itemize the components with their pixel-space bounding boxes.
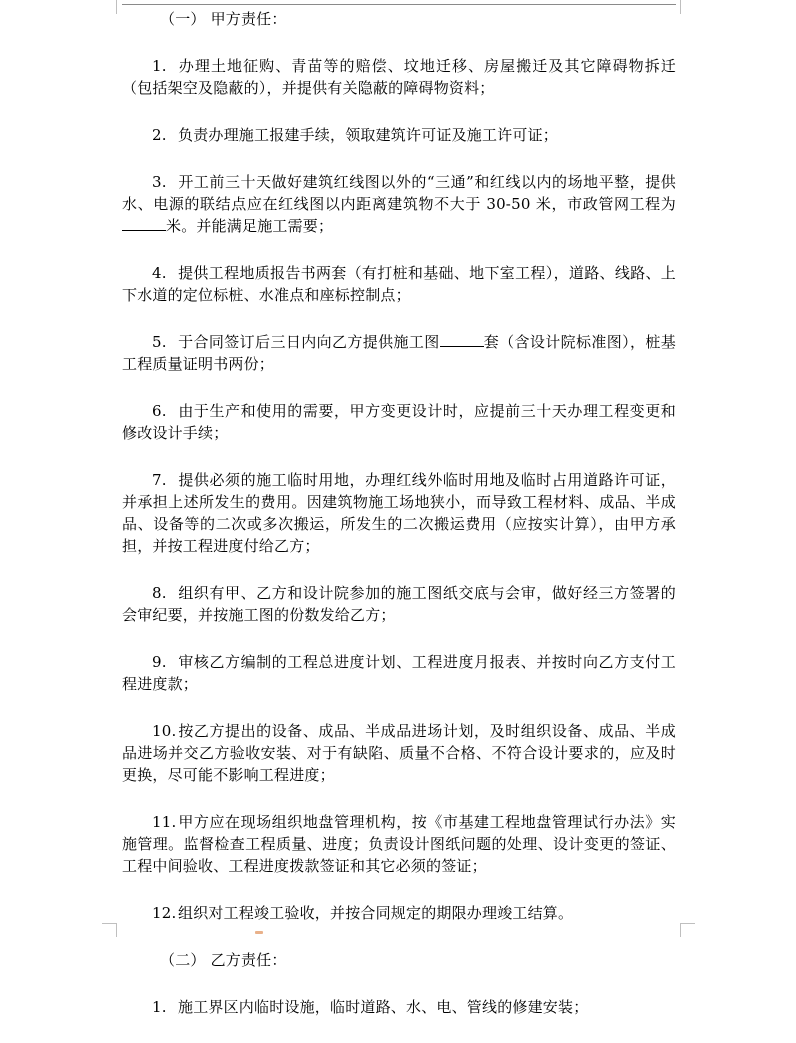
item-text: 组织有甲、乙方和设计院参加的施工图纸交底与会审，做好经三方签署的会审纪要，并按施工图的份数发给乙方； (122, 584, 676, 624)
item-number: 9. (152, 653, 167, 671)
item-text: 负责办理施工报建手续，领取建筑许可证及施工许可证； (178, 126, 559, 144)
item-text: 办理土地征购、青苗等的赔偿、坟地迁移、房屋搬迁及其它障碍物拆迁（包括架空及隐蔽的），并提供有关隐蔽的障碍物资料； (122, 57, 676, 97)
item-text-after-blank: 套（含设计院标准图），桩基工程质量证明书两份； (122, 333, 676, 373)
list-item (122, 582, 676, 626)
item-text: 施工界区内临时设施，临时道路、水、电、管线的修建安装； (178, 998, 589, 1016)
list-item (122, 171, 676, 237)
party-b-responsibilities (122, 996, 676, 1018)
header-rule (122, 4, 676, 5)
fill-in-blank (440, 334, 484, 347)
item-number: 1. (152, 998, 167, 1016)
crop-mark (116, 0, 117, 14)
list-item (122, 55, 676, 99)
item-number: 4. (152, 264, 167, 282)
item-number: 6. (152, 402, 167, 420)
item-number: 11. (152, 813, 177, 831)
item-text: 审核乙方编制的工程总进度计划、工程进度月报表、并按时向乙方支付工程进度款； (122, 653, 676, 693)
list-item (122, 811, 676, 877)
document-body (122, 8, 676, 1043)
list-item (122, 651, 676, 695)
list-item (122, 469, 676, 557)
page-mark (255, 931, 263, 934)
item-text: 提供必须的施工临时用地，办理红线外临时用地及临时占用道路许可证，并承担上述所发生的费用。因建筑物施工场地狭小，而导致工程材料、成品、半成品、设备等的二次或多次搬运，所发生的二次搬运费用（应按实计算），由甲方承担，并按工程进度付给乙方； (122, 471, 676, 555)
item-text: 提供工程地质报告书两套（有打桩和基础、地下室工程），道路、线路、上下水道的定位标桩、水准点和座标控制点； (122, 264, 676, 304)
crop-mark (680, 923, 681, 937)
item-number: 1. (152, 57, 167, 75)
list-item (122, 902, 676, 924)
crop-mark (681, 923, 695, 924)
item-text: 开工前三十天做好建筑红线图以外的“三通”和红线以内的场地平整，提供水、电源的联结点应在红线图以内距离建筑物不大于 30-50 米，市政管网工程为 (122, 173, 676, 213)
section-heading-party-a: （一） 甲方责任： (160, 10, 287, 28)
section-heading-party-b: （二） 乙方责任： (160, 951, 287, 969)
item-number: 7. (152, 471, 167, 489)
list-item (122, 331, 676, 375)
item-text: 由于生产和使用的需要，甲方变更设计时，应提前三十天办理工程变更和修改设计手续； (122, 402, 676, 442)
item-text: 组织对工程竣工验收，并按合同规定的期限办理竣工结算。 (178, 904, 574, 922)
item-text: 甲方应在现场组织地盘管理机构，按《市基建工程地盘管理试行办法》实施管理。监督检查工程质量、进度；负责设计图纸问题的处理、设计变更的签证、工程中间验收、工程进度拨款签证和其它必须的签证； (122, 813, 676, 875)
crop-mark (102, 923, 116, 924)
item-number: 8. (152, 584, 167, 602)
party-a-responsibilities (122, 55, 676, 924)
item-number: 10. (152, 722, 177, 740)
list-item (122, 262, 676, 306)
fill-in-blank (122, 218, 166, 231)
crop-mark (116, 923, 117, 937)
list-item (122, 996, 676, 1018)
list-item (122, 400, 676, 444)
list-item (122, 124, 676, 146)
item-text: 于合同签订后三日内向乙方提供施工图 (178, 333, 440, 351)
item-text: 按乙方提出的设备、成品、半成品进场计划，及时组织设备、成品、半成品进场并交乙方验收安装、对于有缺陷、质量不合格、不符合设计要求的，应及时更换，尽可能不影响工程进度； (122, 722, 676, 784)
item-number: 12. (152, 904, 177, 922)
item-number: 5. (152, 333, 167, 351)
list-item (122, 720, 676, 786)
item-number: 2. (152, 126, 167, 144)
item-number: 3. (152, 173, 167, 191)
crop-mark (680, 0, 681, 14)
item-text-after-blank: 米。并能满足施工需要； (166, 217, 334, 235)
